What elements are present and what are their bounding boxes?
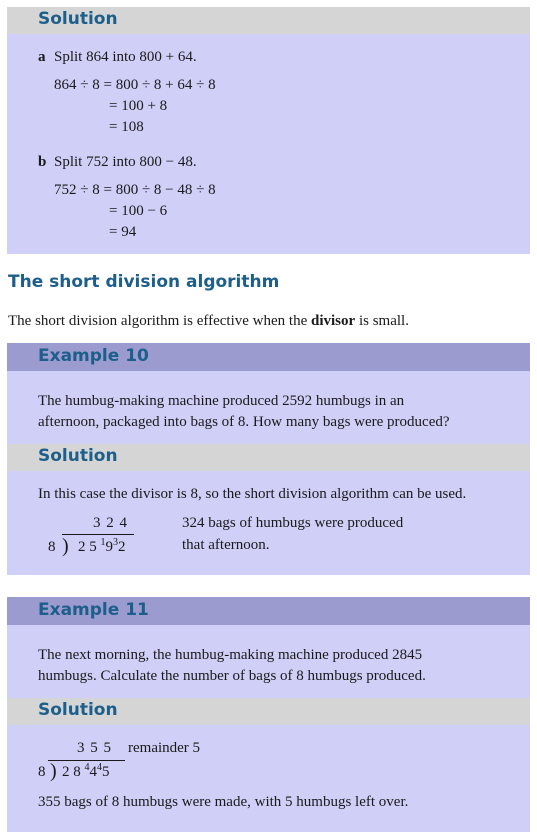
example10-dividend — [78, 537, 126, 559]
solution-header: Solution — [38, 9, 118, 29]
example11-division-bracket: ) — [50, 760, 57, 782]
example10-problem-line1: The humbug-making machine produced 2592 humbugs in an — [38, 393, 405, 409]
part-a-line1: 864 ÷ 8 = 800 ÷ 8 + 64 ÷ 8 — [54, 77, 216, 93]
example11-digit3: 4 — [89, 764, 97, 780]
part-a-intro: Split 864 into 800 + 64. — [54, 49, 197, 65]
example11-quotient: 3 5 5 — [77, 740, 112, 756]
example11-answer: 355 bags of 8 humbugs were made, with 5 humbugs left over. — [38, 794, 409, 810]
example10-problem-line2: afternoon, packaged into bags of 8. How many bags were produced? — [38, 414, 450, 430]
example11-division-bar — [48, 760, 125, 761]
example11-solution-header: Solution — [38, 700, 118, 720]
example11-remainder: remainder 5 — [128, 740, 201, 756]
section-intro-before: The short division algorithm is effective when the — [8, 313, 311, 329]
section-intro-after: is small. — [355, 313, 409, 329]
example11-carry2: 4 — [97, 762, 102, 773]
example11-header: Example 11 — [38, 600, 149, 620]
example10-dividend-main: 2 5 — [78, 539, 101, 555]
part-b-label: b — [38, 154, 47, 170]
part-b-intro: Split 752 into 800 − 48. — [54, 154, 197, 170]
example11-dividend-main: 2 8 — [62, 764, 85, 780]
example10-answer-line1: 324 bags of humbugs were produced — [182, 515, 404, 531]
example11-problem-line2: humbugs. Calculate the number of bags of 8 humbugs produced. — [38, 668, 426, 684]
example10-solution-text: In this case the divisor is 8, so the short division algorithm can be used. — [38, 486, 467, 502]
example10-carry2: 3 — [113, 537, 118, 548]
example10-carry1: 1 — [100, 537, 106, 548]
example11-dividend — [62, 762, 110, 784]
example10-divisor: 8 — [48, 539, 56, 555]
example10-division-bar — [62, 534, 134, 535]
example10-answer-line2: that afternoon. — [182, 537, 270, 553]
example11-digit4: 5 — [102, 764, 110, 780]
example10-digit4: 2 — [118, 539, 126, 555]
section-title: The short division algorithm — [8, 272, 280, 292]
example11-problem-line1: The next morning, the humbug-making machine produced 2845 — [38, 647, 423, 663]
part-b-line2: = 100 − 6 — [109, 203, 168, 219]
example10-solution-header: Solution — [38, 446, 118, 466]
part-a-line3: = 108 — [109, 119, 144, 135]
part-b-line1: 752 ÷ 8 = 800 ÷ 8 − 48 ÷ 8 — [54, 182, 216, 198]
section-intro — [8, 311, 409, 332]
example10-division-bracket: ) — [62, 535, 69, 557]
example10-digit3: 9 — [105, 539, 113, 555]
part-b-line3: = 94 — [109, 224, 137, 240]
part-a-label: a — [38, 49, 46, 65]
example11-carry1: 4 — [84, 762, 90, 773]
example10-quotient: 3 2 4 — [93, 515, 128, 531]
section-intro-divisor: divisor — [311, 313, 356, 329]
example11-divisor: 8 — [38, 764, 46, 780]
part-a-line2: = 100 + 8 — [109, 98, 168, 114]
example10-header: Example 10 — [38, 346, 149, 366]
